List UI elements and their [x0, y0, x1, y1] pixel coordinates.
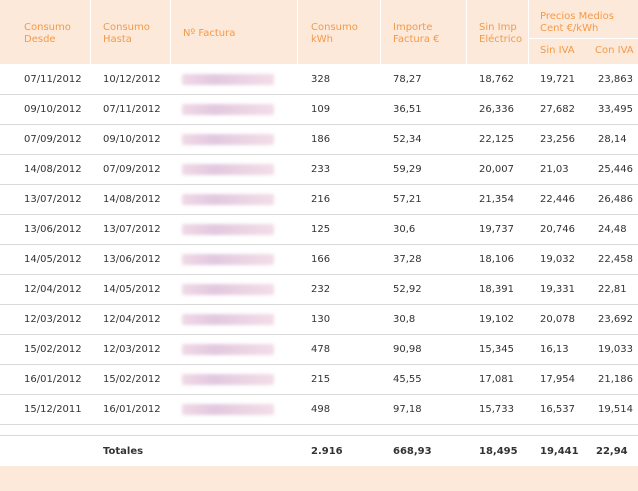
table-row	[0, 154, 638, 185]
cell-desde: 15/02/2012	[24, 344, 82, 355]
cell-desde: 15/12/2011	[24, 404, 82, 415]
cell-kwh: 232	[311, 284, 331, 295]
cell-sin-iva: 19,721	[540, 74, 575, 85]
cell-sin-iva: 20,746	[540, 224, 575, 235]
totals-label: Totales	[103, 446, 144, 457]
header-consumo-hasta	[103, 22, 150, 46]
cell-kwh: 498	[311, 404, 331, 415]
cell-desde: 14/05/2012	[24, 254, 82, 265]
redacted-invoice-number	[182, 104, 274, 115]
cell-hasta: 15/02/2012	[103, 374, 161, 385]
header-precios-line2: Cent €/kWh	[540, 23, 599, 34]
header-divider	[170, 0, 171, 64]
redacted-invoice-number	[182, 74, 274, 85]
table-row	[0, 124, 638, 155]
cell-importe: 97,18	[393, 404, 422, 415]
header-con-iva: Con IVA	[595, 45, 634, 56]
cell-sin-imp: 20,007	[479, 164, 514, 175]
cell-importe: 90,98	[393, 344, 422, 355]
cell-importe: 52,34	[393, 134, 422, 145]
redacted-invoice-number	[182, 254, 274, 265]
cell-kwh: 215	[311, 374, 331, 385]
table-row	[0, 394, 638, 425]
header-precios-medios	[540, 11, 614, 35]
table-footer	[0, 466, 638, 491]
table-row	[0, 214, 638, 245]
header-divider	[528, 0, 529, 64]
totals-sin-imp: 18,495	[479, 446, 518, 457]
cell-desde: 12/03/2012	[24, 314, 82, 325]
cell-importe: 52,92	[393, 284, 422, 295]
cell-hasta: 13/07/2012	[103, 224, 161, 235]
header-divider	[466, 0, 467, 64]
cell-hasta: 14/08/2012	[103, 194, 161, 205]
cell-kwh: 125	[311, 224, 331, 235]
table-row	[0, 304, 638, 335]
cell-hasta: 14/05/2012	[103, 284, 161, 295]
cell-con-iva: 21,186	[598, 374, 633, 385]
cell-sin-imp: 17,081	[479, 374, 514, 385]
cell-desde: 14/08/2012	[24, 164, 82, 175]
header-precios-line1: Precios Medios	[540, 11, 614, 22]
header-importe-factura	[393, 22, 440, 46]
cell-con-iva: 26,486	[598, 194, 633, 205]
totals-importe: 668,93	[393, 446, 432, 457]
cell-sin-iva: 23,256	[540, 134, 575, 145]
header-sinimp-line2: Eléctrico	[479, 34, 523, 45]
cell-sin-imp: 26,336	[479, 104, 514, 115]
cell-sin-imp: 19,102	[479, 314, 514, 325]
cell-hasta: 10/12/2012	[103, 74, 161, 85]
cell-sin-imp: 15,345	[479, 344, 514, 355]
cell-sin-imp: 18,391	[479, 284, 514, 295]
header-n-factura: Nº Factura	[183, 28, 236, 39]
header-sinimp-line1: Sin Imp	[479, 22, 517, 33]
cell-sin-iva: 19,331	[540, 284, 575, 295]
header-consumo-line2: kWh	[311, 34, 334, 45]
cell-con-iva: 33,495	[598, 104, 633, 115]
cell-kwh: 233	[311, 164, 331, 175]
cell-con-iva: 19,514	[598, 404, 633, 415]
cell-sin-imp: 18,106	[479, 254, 514, 265]
header-importe-line2: Factura €	[393, 34, 440, 45]
table-row	[0, 364, 638, 395]
table-row	[0, 244, 638, 275]
cell-sin-iva: 22,446	[540, 194, 575, 205]
redacted-invoice-number	[182, 224, 274, 235]
header-divider	[90, 0, 91, 64]
header-sin-iva: Sin IVA	[540, 45, 575, 56]
cell-importe: 59,29	[393, 164, 422, 175]
table-row	[0, 274, 638, 305]
cell-con-iva: 24,48	[598, 224, 627, 235]
cell-importe: 45,55	[393, 374, 422, 385]
cell-hasta: 12/03/2012	[103, 344, 161, 355]
cell-hasta: 16/01/2012	[103, 404, 161, 415]
cell-hasta: 09/10/2012	[103, 134, 161, 145]
header-subdivider	[528, 38, 638, 39]
redacted-invoice-number	[182, 374, 274, 385]
table-row	[0, 184, 638, 215]
cell-desde: 13/07/2012	[24, 194, 82, 205]
header-sin-imp-electrico	[479, 22, 522, 46]
cell-sin-iva: 21,03	[540, 164, 569, 175]
header-importe-line1: Importe	[393, 22, 433, 33]
header-consumo-desde	[24, 22, 71, 46]
cell-importe: 78,27	[393, 74, 422, 85]
cell-sin-iva: 27,682	[540, 104, 575, 115]
totals-con-iva: 22,94	[596, 446, 628, 457]
cell-importe: 57,21	[393, 194, 422, 205]
header-hasta-line2: Hasta	[103, 34, 132, 45]
cell-desde: 07/11/2012	[24, 74, 82, 85]
table-row	[0, 334, 638, 365]
cell-hasta: 07/11/2012	[103, 104, 161, 115]
redacted-invoice-number	[182, 194, 274, 205]
cell-desde: 12/04/2012	[24, 284, 82, 295]
cell-kwh: 109	[311, 104, 331, 115]
cell-sin-imp: 21,354	[479, 194, 514, 205]
header-desde-line2: Desde	[24, 34, 56, 45]
cell-importe: 36,51	[393, 104, 422, 115]
table-header	[0, 0, 638, 64]
header-desde-line1: Consumo	[24, 22, 71, 33]
cell-desde: 09/10/2012	[24, 104, 82, 115]
cell-sin-iva: 16,537	[540, 404, 575, 415]
table-row	[0, 94, 638, 125]
cell-desde: 16/01/2012	[24, 374, 82, 385]
redacted-invoice-number	[182, 344, 274, 355]
cell-con-iva: 19,033	[598, 344, 633, 355]
cell-kwh: 216	[311, 194, 331, 205]
cell-sin-iva: 16,13	[540, 344, 569, 355]
redacted-invoice-number	[182, 164, 274, 175]
cell-kwh: 328	[311, 74, 331, 85]
cell-sin-imp: 22,125	[479, 134, 514, 145]
cell-kwh: 166	[311, 254, 331, 265]
redacted-invoice-number	[182, 404, 274, 415]
header-divider	[380, 0, 381, 64]
cell-sin-iva: 19,032	[540, 254, 575, 265]
cell-importe: 37,28	[393, 254, 422, 265]
cell-sin-imp: 15,733	[479, 404, 514, 415]
totals-row	[0, 435, 638, 466]
redacted-invoice-number	[182, 314, 274, 325]
cell-kwh: 478	[311, 344, 331, 355]
table-row	[0, 64, 638, 95]
cell-desde: 07/09/2012	[24, 134, 82, 145]
cell-sin-imp: 19,737	[479, 224, 514, 235]
cell-sin-imp: 18,762	[479, 74, 514, 85]
cell-con-iva: 23,863	[598, 74, 633, 85]
cell-hasta: 13/06/2012	[103, 254, 161, 265]
cell-con-iva: 28,14	[598, 134, 627, 145]
cell-hasta: 12/04/2012	[103, 314, 161, 325]
cell-con-iva: 22,458	[598, 254, 633, 265]
header-consumo-kwh	[311, 22, 358, 46]
totals-sin-iva: 19,441	[540, 446, 579, 457]
redacted-invoice-number	[182, 134, 274, 145]
header-hasta-line1: Consumo	[103, 22, 150, 33]
cell-hasta: 07/09/2012	[103, 164, 161, 175]
header-divider	[297, 0, 298, 64]
cell-con-iva: 22,81	[598, 284, 627, 295]
cell-sin-iva: 17,954	[540, 374, 575, 385]
redacted-invoice-number	[182, 284, 274, 295]
cell-importe: 30,6	[393, 224, 416, 235]
cell-importe: 30,8	[393, 314, 416, 325]
cell-desde: 13/06/2012	[24, 224, 82, 235]
cell-con-iva: 25,446	[598, 164, 633, 175]
cell-sin-iva: 20,078	[540, 314, 575, 325]
header-consumo-line1: Consumo	[311, 22, 358, 33]
cell-kwh: 130	[311, 314, 331, 325]
cell-con-iva: 23,692	[598, 314, 633, 325]
cell-kwh: 186	[311, 134, 331, 145]
totals-kwh: 2.916	[311, 446, 343, 457]
